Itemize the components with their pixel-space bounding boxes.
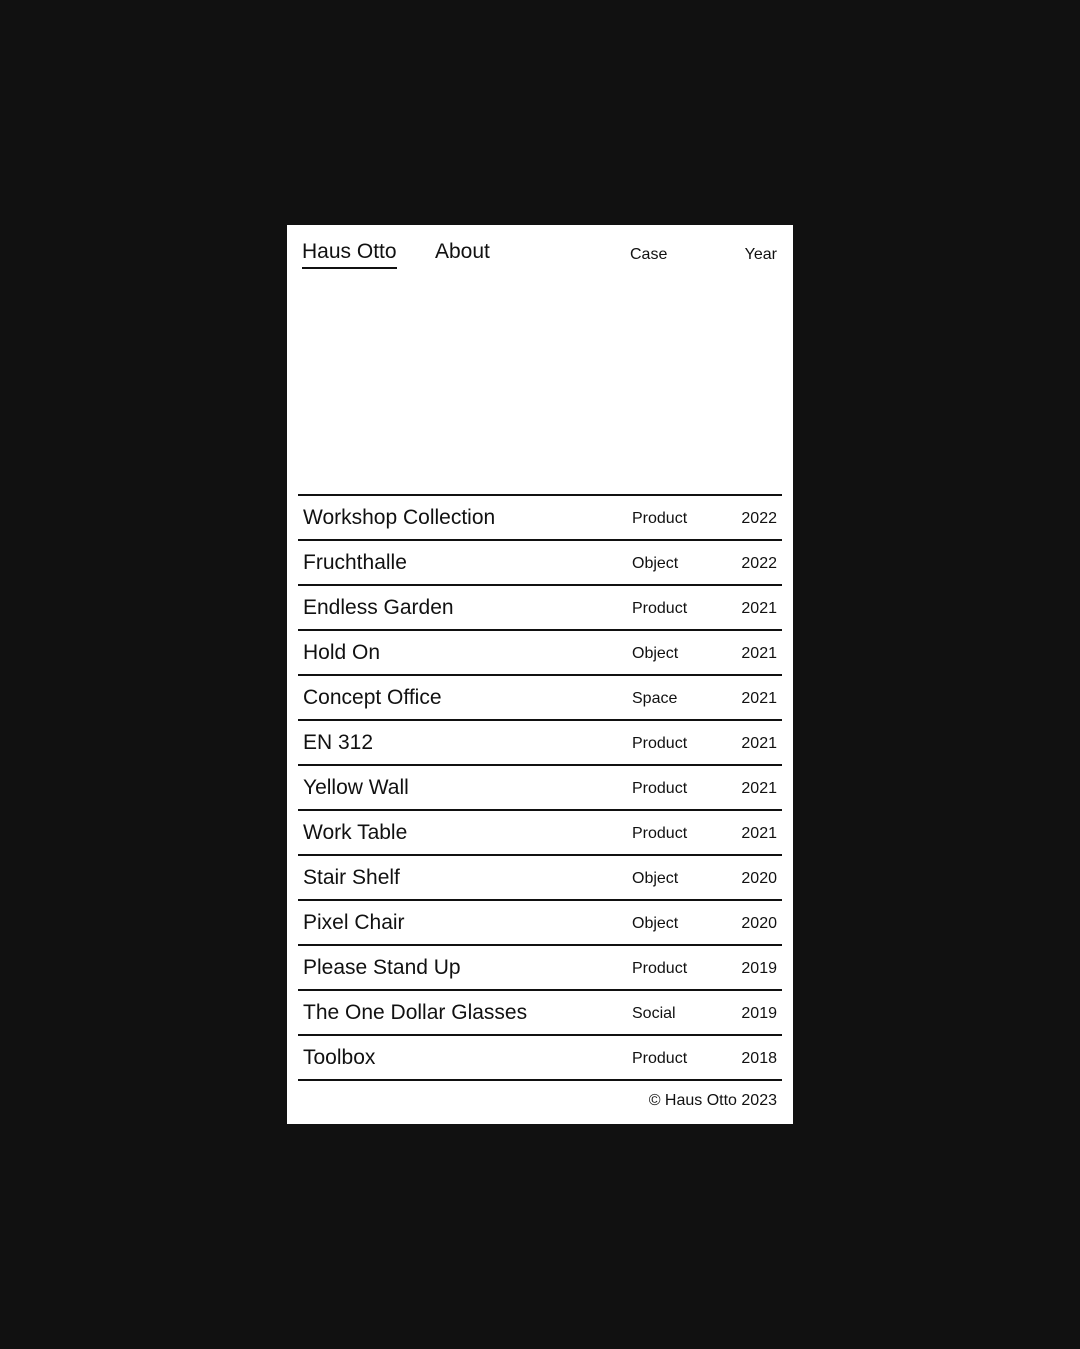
project-year: 2020 bbox=[741, 915, 777, 932]
footer-copyright: © Haus Otto 2023 bbox=[648, 1092, 777, 1109]
project-case: Object bbox=[632, 645, 679, 662]
site-panel bbox=[287, 225, 793, 1124]
brand-link[interactable]: Haus Otto bbox=[302, 239, 397, 269]
project-title: Hold On bbox=[303, 641, 381, 664]
project-title: Concept Office bbox=[303, 686, 442, 709]
project-title: Work Table bbox=[303, 821, 408, 844]
project-year: 2021 bbox=[741, 645, 777, 662]
project-title: EN 312 bbox=[303, 731, 374, 754]
project-year: 2019 bbox=[741, 960, 777, 977]
project-year: 2021 bbox=[741, 690, 777, 707]
project-row[interactable] bbox=[298, 721, 782, 766]
site-header bbox=[287, 225, 793, 285]
project-row[interactable] bbox=[298, 991, 782, 1036]
project-title: Pixel Chair bbox=[303, 911, 405, 934]
project-year: 2021 bbox=[741, 780, 777, 797]
sort-case-button[interactable]: Case bbox=[630, 246, 668, 263]
project-row[interactable] bbox=[298, 856, 782, 901]
project-list bbox=[298, 494, 782, 1081]
project-case: Product bbox=[632, 735, 688, 752]
project-row[interactable] bbox=[298, 946, 782, 991]
project-case: Product bbox=[632, 780, 688, 797]
project-row[interactable] bbox=[298, 586, 782, 631]
sort-year-button[interactable]: Year bbox=[744, 246, 777, 263]
project-case: Product bbox=[632, 825, 688, 842]
project-row[interactable] bbox=[298, 541, 782, 586]
project-case: Object bbox=[632, 870, 679, 887]
project-case: Social bbox=[632, 1005, 676, 1022]
project-case: Object bbox=[632, 555, 679, 572]
project-year: 2019 bbox=[741, 1005, 777, 1022]
project-year: 2022 bbox=[741, 555, 777, 572]
project-title: Stair Shelf bbox=[303, 866, 400, 889]
project-year: 2018 bbox=[741, 1050, 777, 1067]
project-title: The One Dollar Glasses bbox=[303, 1001, 528, 1024]
project-title: Yellow Wall bbox=[303, 776, 409, 799]
project-row[interactable] bbox=[298, 496, 782, 541]
project-row[interactable] bbox=[298, 631, 782, 676]
project-row[interactable] bbox=[298, 676, 782, 721]
project-row[interactable] bbox=[298, 811, 782, 856]
project-row[interactable] bbox=[298, 1036, 782, 1081]
project-row[interactable] bbox=[298, 901, 782, 946]
project-year: 2021 bbox=[741, 600, 777, 617]
project-title: Please Stand Up bbox=[303, 956, 461, 979]
project-year: 2021 bbox=[741, 825, 777, 842]
project-title: Fruchthalle bbox=[303, 551, 407, 574]
project-case: Product bbox=[632, 600, 688, 617]
project-title: Endless Garden bbox=[303, 596, 454, 619]
project-case: Product bbox=[632, 1050, 688, 1067]
project-year: 2021 bbox=[741, 735, 777, 752]
project-case: Space bbox=[632, 690, 678, 707]
project-year: 2020 bbox=[741, 870, 777, 887]
project-title: Workshop Collection bbox=[303, 506, 496, 529]
project-case: Product bbox=[632, 510, 688, 527]
project-row[interactable] bbox=[298, 766, 782, 811]
project-case: Product bbox=[632, 960, 688, 977]
nav-about-link[interactable]: About bbox=[435, 240, 490, 263]
project-year: 2022 bbox=[741, 510, 777, 527]
project-title: Toolbox bbox=[303, 1046, 376, 1069]
project-case: Object bbox=[632, 915, 679, 932]
